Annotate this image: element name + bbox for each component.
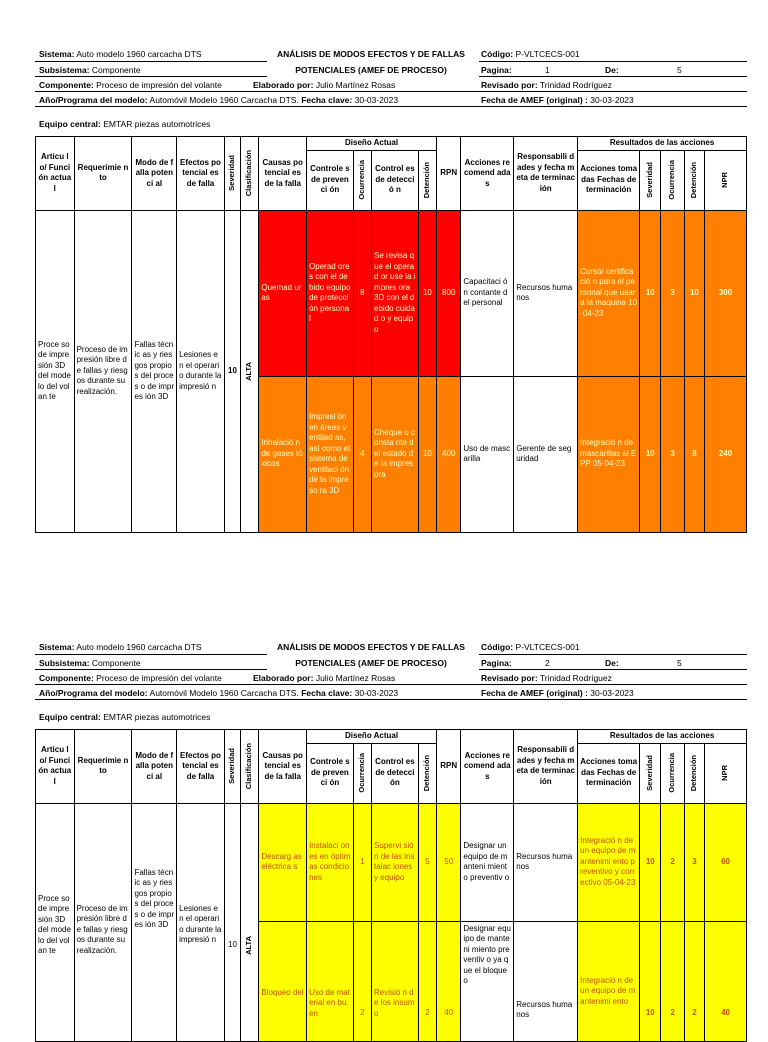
codigo-value: P-VLTCECS-001 (515, 49, 580, 59)
deteccion-cell: 2 (418, 921, 436, 1041)
table-row (36, 210, 747, 376)
componente-label: Componente: (39, 673, 94, 683)
causa-cell: Inhalació n de gases tóxicos (259, 376, 307, 532)
amef-title-line2: POTENCIALES (AMEF DE PROCESO) (295, 658, 447, 668)
fecha-clave-value: 30-03-2023 (354, 95, 399, 105)
r-det-cell: 3 (684, 803, 704, 921)
col-ocurrencia (353, 150, 371, 210)
equipo-value: EMTAR piezas automotrices (103, 712, 211, 722)
componente-field (39, 672, 249, 684)
accion-tomada-cell: Curso/ certificació n para el personal que usara la maquina 10-04-23 (578, 210, 640, 376)
page-number: 2 (545, 658, 550, 668)
col-acciones-rec: Acciones recomend adas (461, 137, 514, 211)
col-acciones-tomadas: Acciones tomadas Fechas de terminación (578, 743, 640, 803)
col-r-deteccion-label: Detención (689, 161, 699, 199)
equipo-central (39, 118, 747, 130)
col-npr-label: NPR (720, 765, 730, 781)
col-causas: Causas potencial es de la falla (259, 730, 307, 804)
col-ocurrencia (353, 743, 371, 803)
col-articulo: Articu lo/ Funci ón actual (36, 730, 75, 804)
elaborado-label: Elaborado por: (253, 80, 314, 90)
divider (479, 61, 747, 62)
componente-value: Proceso de impresión del volante (96, 80, 222, 90)
accion-rec-cell: Capacitaci ón contante del personal (461, 210, 514, 376)
col-ocurrencia-label: Ocurrencia (357, 160, 367, 200)
amef-title-line2: POTENCIALES (AMEF DE PROCESO) (295, 65, 447, 75)
modo-cell: Fallas técnic as y riesgos propio s del proces o de impres ión 3D (132, 803, 177, 1041)
col-causas: Causas potencial es de la falla (259, 137, 307, 211)
responsable-cell: Gerente de seguridad (514, 376, 578, 532)
deteccion-control-cell: Cheque o consta nte del estado de la impres ora (372, 376, 419, 532)
deteccion-control-cell: Revisió n de los insumo (372, 921, 419, 1041)
deteccion-cell: 10 (418, 376, 436, 532)
divider (479, 76, 747, 77)
elaborado-value: Julio Martínez Rosas (315, 673, 396, 683)
divider (35, 91, 747, 92)
col-npr (705, 150, 747, 210)
col-r-severidad-label: Severidad (645, 162, 655, 198)
sistema-value: Auto modelo 1960 carcacha DTS (76, 642, 202, 652)
articulo-cell: Proce so de impre sión 3D del mode lo del volan te (36, 803, 75, 1041)
col-modo: Modo de falla potenci al (132, 730, 177, 804)
r-ocu-cell: 3 (661, 376, 684, 532)
ocurrencia-cell: 4 (353, 376, 371, 532)
col-severidad (224, 137, 240, 211)
r-ocu-cell: 2 (661, 921, 684, 1041)
equipo-central (39, 711, 747, 723)
amef-header (35, 48, 747, 112)
sistema-label: Sistema: (39, 49, 75, 59)
amef-title-line1: ANÁLISIS DE MODOS EFECTOS Y DE FALLAS (277, 642, 465, 652)
componente-label: Componente: (39, 80, 94, 90)
subsistema-value: Componente (91, 658, 141, 668)
col-acciones-rec: Acciones recomend adas (461, 730, 514, 804)
diseno-actual-header: Diseño Actual (307, 137, 437, 151)
col-severidad-label: Severidad (227, 155, 237, 192)
fecha-amef-label: Fecha de AMEF (original) : (481, 95, 588, 105)
deteccion-control-cell: Se revisa que el operad or use la impres ora 3D con el debido cuidad o y equipo (372, 210, 419, 376)
de-label: De: (605, 65, 619, 75)
causa-cell: Quemad uras (259, 210, 307, 376)
sistema-value: Auto modelo 1960 carcacha DTS (76, 49, 202, 59)
fecha-amef-label: Fecha de AMEF (original) : (481, 688, 588, 698)
rpn-cell: 800 (437, 210, 461, 376)
col-responsabilidades: Responsabili dades y fecha meta de terminación (514, 137, 578, 211)
page-number: 1 (545, 65, 550, 75)
subsistema-field (39, 64, 264, 76)
r-sev-cell: 10 (640, 210, 661, 376)
col-r-severidad (640, 743, 661, 803)
anio-field (39, 94, 479, 106)
clasificacion-value: ALTA (244, 935, 254, 955)
col-r-severidad-label: Severidad (645, 755, 655, 791)
requerimiento-cell: Proceso de impresión libre de fallas y riesgos durante su realización. (74, 210, 132, 532)
r-sev-cell: 10 (640, 921, 661, 1041)
elaborado-label: Elaborado por: (253, 673, 314, 683)
deteccion-control-cell: Supervi sión de las instalac iones y equipo (372, 803, 419, 921)
resultados-header: Resultados de las acciones (578, 730, 747, 744)
col-rpn: RPN (437, 730, 461, 804)
accion-rec-cell: Uso de mascarilla (461, 376, 514, 532)
col-r-ocurrencia (661, 743, 684, 803)
divider (35, 106, 747, 107)
r-det-cell: 2 (684, 921, 704, 1041)
ocurrencia-cell: 8 (353, 210, 371, 376)
r-ocu-cell: 2 (661, 803, 684, 921)
col-deteccion (418, 743, 436, 803)
revisado-field (481, 79, 741, 91)
table-row (36, 803, 747, 921)
amef-page-2 (35, 641, 747, 1042)
modo-cell: Fallas técnic as y riesgos propio s del proces o de impres ión 3D (132, 210, 177, 532)
resultados-header: Resultados de las acciones (578, 137, 747, 151)
col-efectos: Efectos potencial es de falla (177, 137, 225, 211)
codigo-label: Código: (481, 49, 514, 59)
equipo-label: Equipo central: (39, 712, 101, 722)
col-r-ocurrencia-label: Ocurrencia (667, 753, 677, 793)
col-severidad-label: Severidad (227, 748, 237, 785)
revisado-value: Trinidad Rodríguez (539, 80, 612, 90)
col-controles-prev: Controle s de prevenci ón (307, 150, 354, 210)
ocurrencia-cell: 1 (353, 803, 371, 921)
npr-cell: 240 (705, 376, 747, 532)
efectos-cell: Lesiones en el operario durante la impresió n (177, 210, 225, 532)
responsable-cell: Recursos humanos (514, 921, 578, 1041)
r-sev-cell: 10 (640, 376, 661, 532)
fecha-amef-field (481, 687, 741, 699)
amef-header (35, 641, 747, 705)
total-pages: 5 (677, 658, 682, 668)
col-articulo: Articu lo/ Funci ón actual (36, 137, 75, 211)
elaborado-field (253, 79, 478, 91)
col-controles-prev: Controle s de prevenci ón (307, 743, 354, 803)
rpn-cell: 400 (437, 376, 461, 532)
causa-cell: Descarg as eléctrica s (259, 803, 307, 921)
divider (35, 699, 747, 700)
componente-value: Proceso de impresión del volante (96, 673, 222, 683)
npr-cell: 300 (705, 210, 747, 376)
col-efectos: Efectos potencial es de falla (177, 730, 225, 804)
divider (35, 654, 267, 655)
col-acciones-tomadas: Acciones tomadas Fechas de terminación (578, 150, 640, 210)
r-ocu-cell: 3 (661, 210, 684, 376)
subsistema-label: Subsistema: (39, 658, 90, 668)
sistema-field (39, 48, 264, 60)
diseno-actual-header: Diseño Actual (307, 730, 437, 744)
col-rpn: RPN (437, 137, 461, 211)
revisado-field (481, 672, 741, 684)
divider (479, 654, 747, 655)
anio-value: Automóvil Modelo 1960 Carcacha DTS. (149, 95, 299, 105)
subsistema-label: Subsistema: (39, 65, 90, 75)
col-deteccion (418, 150, 436, 210)
fecha-amef-field (481, 94, 741, 106)
subsistema-value: Componente (91, 65, 141, 75)
equipo-label: Equipo central: (39, 119, 101, 129)
col-npr (705, 743, 747, 803)
codigo-field (481, 641, 741, 653)
severidad-cell: 10 (224, 803, 240, 1041)
amef-title-line1: ANÁLISIS DE MODOS EFECTOS Y DE FALLAS (277, 49, 465, 59)
rpn-cell: 50 (437, 803, 461, 921)
total-pages: 5 (677, 65, 682, 75)
col-npr-label: NPR (720, 172, 730, 188)
divider (35, 61, 267, 62)
revisado-label: Revisado por: (481, 673, 538, 683)
col-clasificacion (241, 730, 259, 804)
elaborado-field (253, 672, 478, 684)
pagina-label: Pagina: (481, 65, 512, 75)
col-r-ocurrencia-label: Ocurrencia (667, 160, 677, 200)
accion-tomada-cell: Integració n de mascarillas al EPP 05-04-23 (578, 376, 640, 532)
col-requerimiento: Requerimie nto (74, 137, 132, 211)
anio-label: Año/Programa del modelo: (39, 95, 148, 105)
col-ocurrencia-label: Ocurrencia (357, 753, 367, 793)
fecha-amef-value: 30-03-2023 (590, 95, 634, 105)
npr-cell: 60 (705, 803, 747, 921)
prevencion-cell: Operad ores con el debido equipo de protecci ón persona l (307, 210, 354, 376)
codigo-value: P-VLTCECS-001 (515, 642, 580, 652)
divider (479, 669, 747, 670)
amef-table (35, 729, 747, 1042)
col-modo: Modo de falla potenci al (132, 137, 177, 211)
col-deteccion-label: Detención (422, 161, 432, 199)
codigo-field (481, 48, 741, 60)
accion-rec-cell: Designar un equipo de manteni miento preventiv o (461, 803, 514, 921)
deteccion-cell: 10 (418, 210, 436, 376)
anio-field (39, 687, 479, 699)
col-r-deteccion (684, 743, 704, 803)
r-det-cell: 8 (684, 376, 704, 532)
responsable-cell: Recursos humanos (514, 210, 578, 376)
col-r-ocurrencia (661, 150, 684, 210)
subsistema-field (39, 657, 264, 669)
sistema-field (39, 641, 264, 653)
elaborado-value: Julio Martínez Rosas (315, 80, 396, 90)
col-severidad (224, 730, 240, 804)
prevencion-cell: Instalaci ones en óptimas condicio nes (307, 803, 354, 921)
amef-page-1 (35, 48, 747, 533)
fecha-amef-value: 30-03-2023 (590, 688, 634, 698)
prevencion-cell: Uso de material en buen (307, 921, 354, 1041)
prevencion-cell: Impresi ón en áreas ventilad as, así como el sistema de ventilaci ón de la impreso ra 3D (307, 376, 354, 532)
codigo-label: Código: (481, 642, 514, 652)
accion-tomada-cell: Integració n de un equipo de mantenimi ento preventivo y correctivo 05-04-23 (578, 803, 640, 921)
divider (35, 669, 267, 670)
amef-table (35, 136, 747, 533)
severidad-cell: 10 (224, 210, 240, 532)
sistema-label: Sistema: (39, 642, 75, 652)
fecha-clave-value: 30-03-2023 (354, 688, 399, 698)
col-clasificacion-label: Clasificación (244, 743, 254, 790)
clasificacion-cell (241, 803, 259, 1041)
col-responsabilidades: Responsabili dades y fecha meta de terminación (514, 730, 578, 804)
revisado-label: Revisado por: (481, 80, 538, 90)
responsable-cell: Recursos humanos (514, 803, 578, 921)
clasificacion-cell (241, 210, 259, 532)
ocurrencia-cell: 2 (353, 921, 371, 1041)
col-r-deteccion (684, 150, 704, 210)
col-clasificacion-label: Clasificación (244, 150, 254, 197)
clasificacion-value: ALTA (244, 361, 254, 381)
divider (35, 76, 267, 77)
npr-cell: 40 (705, 921, 747, 1041)
col-requerimiento: Requerimie nto (74, 730, 132, 804)
r-det-cell: 10 (684, 210, 704, 376)
articulo-cell: Proce so de impre sión 3D del mode lo del volan te (36, 210, 75, 532)
accion-rec-cell: Designar equipo de manteni miento preventiv o ya que el bloqueo (461, 921, 514, 1041)
col-r-deteccion-label: Detención (689, 754, 699, 792)
col-controles-det: Control es de detecci ón (372, 743, 419, 803)
divider (35, 684, 747, 685)
anio-value: Automóvil Modelo 1960 Carcacha DTS. (149, 688, 299, 698)
accion-tomada-cell: Integració n de un equipo de mantenimi ento (578, 921, 640, 1041)
col-controles-det: Control es de detecció n (372, 150, 419, 210)
rpn-cell: 40 (437, 921, 461, 1041)
componente-field (39, 79, 249, 91)
requerimiento-cell: Proceso de impresión libre de fallas y riesgos durante su realización. (74, 803, 132, 1041)
col-clasificacion (241, 137, 259, 211)
col-deteccion-label: Detención (422, 754, 432, 792)
r-sev-cell: 10 (640, 803, 661, 921)
revisado-value: Trinidad Rodríguez (539, 673, 612, 683)
deteccion-cell: 5 (418, 803, 436, 921)
equipo-value: EMTAR piezas automotrices (103, 119, 211, 129)
anio-label: Año/Programa del modelo: (39, 688, 148, 698)
col-r-severidad (640, 150, 661, 210)
fecha-clave-label: Fecha clave: (301, 688, 353, 698)
causa-cell: Bloqueo del (259, 921, 307, 1041)
de-label: De: (605, 658, 619, 668)
pagina-label: Pagina: (481, 658, 512, 668)
fecha-clave-label: Fecha clave: (301, 95, 353, 105)
efectos-cell: Lesiones en el operario durante la impresió n (177, 803, 225, 1041)
